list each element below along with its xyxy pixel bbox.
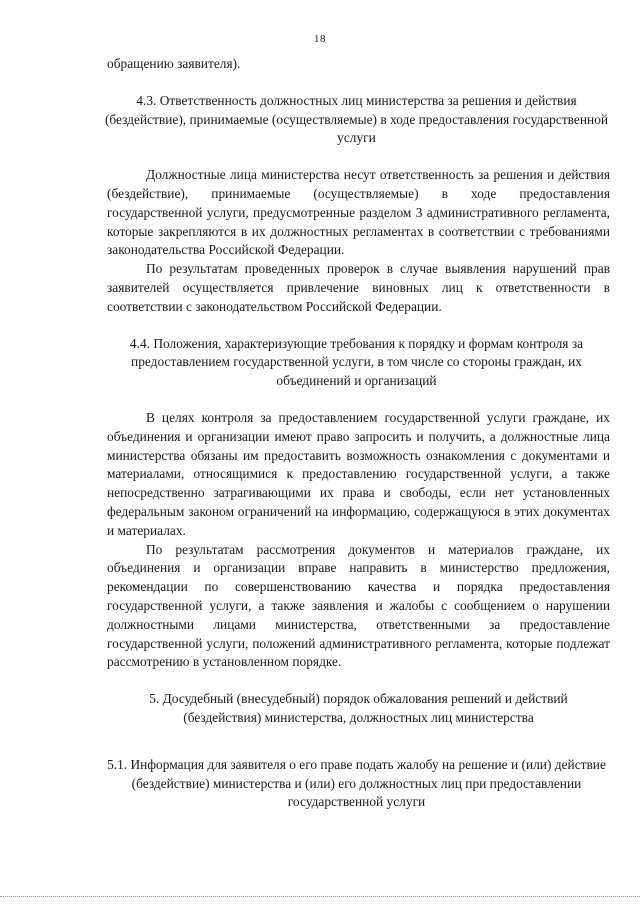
section-4-3-paragraph-2: По результатам проведенных проверок в случае выявления нарушений прав заявителей осуществляется привлечение виновных лиц к ответственности в соответствии с законодательством Российской Федерации. [107,261,610,314]
lead-in-text: обращению заявителя). [107,56,241,71]
section-4-3-paragraph-1: Должностные лица министерства несут ответственность за решения и действия (бездействие), принимаемые (осуществляемые) в ходе предоставления государственной услуги, предусмотренные разделом 3 административного регламента, которые закрепляются в их должностных регламентах в соответствии с требованиями законодательства Российской Федерации. [107,167,610,258]
page-bottom-edge [0,896,640,898]
section-4-3-heading: 4.3. Ответственность должностных лиц министерства за решения и действия (бездействие), принимаемые (осуществляемые) в ходе предоставления государственной услуги [104,92,609,146]
section-4-4-paragraph-1: В целях контроля за предоставлением государственной услуги граждане, их объединения и организации имеют право запросить и получить, а должностные лица министерства обязаны им предоставить возможность ознакомления с документами и материалами, относящимися к предоставлению государственной услуги, а также непосредственно затрагивающими их права и свободы, если нет установленных федеральным законом ограничений на информацию, содержащуюся в этих документах и материалах. [107,409,610,538]
section-5-heading: 5. Досудебный (внесудебный) порядок обжалования решений и действий (бездействия) министерства, должностных лиц министерства [149,691,568,725]
document-body [104,55,610,812]
page-number: 18 [314,33,326,45]
section-4-4-heading: 4.4. Положения, характеризующие требования к порядку и формам контроля за предоставлением государственной услуги, в том числе со стороны граждан, их объединений и организаций [129,335,584,389]
section-5-1-heading: 5.1. Информация для заявителя о его праве подать жалобу на решение и (или) действие (бездействие) министерства и (или) его должностных лиц при предоставлении государственной услуги [107,756,606,810]
section-4-4-paragraph-2: По результатам рассмотрения документов и материалов граждане, их объединения и организации вправе направить в министерство предложения, рекомендации по совершенствованию качества и порядка предоставления государственной услуги, а также заявления и жалобы с сообщением о нарушении должностными лицами министерства, ответственными за предоставление государственной услуги, положений административного регламента, которые подлежат рассмотрению в установленном порядке. [107,541,610,670]
